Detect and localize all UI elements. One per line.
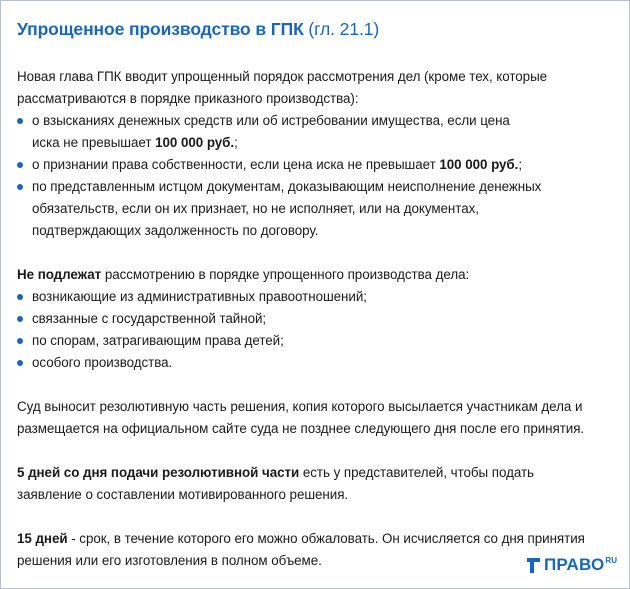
pravo-logo (527, 555, 617, 575)
list-item: по спорам, затрагивающим права детей; (17, 330, 617, 352)
pravo-logo-icon (527, 558, 540, 573)
five-days-paragraph: 5 дней со дня подачи резолютивной части есть у представителей, чтобы подать заявление о составлении мотивированного решения. (17, 465, 534, 502)
intro-paragraph: Новая глава ГПК вводит упрощенный порядок рассмотрения дел (кроме тех, которые рассматриваются в порядке приказного производства): (17, 69, 548, 106)
decision-paragraph: Суд выносит резолютивную часть решения, копия которого высылается участникам дела и размещается на официальном сайте суда не позднее следующего дня после его принятия. (17, 399, 585, 436)
list-item: о взысканиях денежных средств или об истребовании имущества, если цена иска не превышает 100 000 руб.; (17, 110, 512, 154)
fifteen-days-paragraph: 15 дней - срок, в течение которого его можно обжаловать. Он исчисляется со дня принятия решения или его изготовления в полном объеме. (17, 531, 585, 568)
list-item: связанные с государственной тайной; (17, 308, 617, 330)
content-body (17, 66, 617, 572)
exclusions-list (17, 286, 617, 374)
title-main: Упрощенное производство в ГПК (17, 19, 304, 39)
intro-list (17, 110, 617, 242)
logo-wordmark: ПРАВО (544, 555, 605, 574)
title-chapter-ref: (гл. 21.1) (308, 19, 380, 39)
list-item: по представленным истцом документам, доказывающим неисполнение денежных обязательств, если он их признает, но не исполняет, или на документах, подтверждающих задолженность по договору. (17, 176, 577, 242)
logo-domain: RU (605, 556, 617, 565)
page-title (17, 19, 379, 40)
list-item: о признании права собственности, если цена иска не превышает 100 000 руб.; (17, 154, 617, 176)
exclusions-lead: Не подлежат рассмотрению в порядке упрощенного производства дела: (17, 267, 470, 282)
list-item: особого производства. (17, 352, 617, 374)
list-item: возникающие из административных правоотношений; (17, 286, 617, 308)
